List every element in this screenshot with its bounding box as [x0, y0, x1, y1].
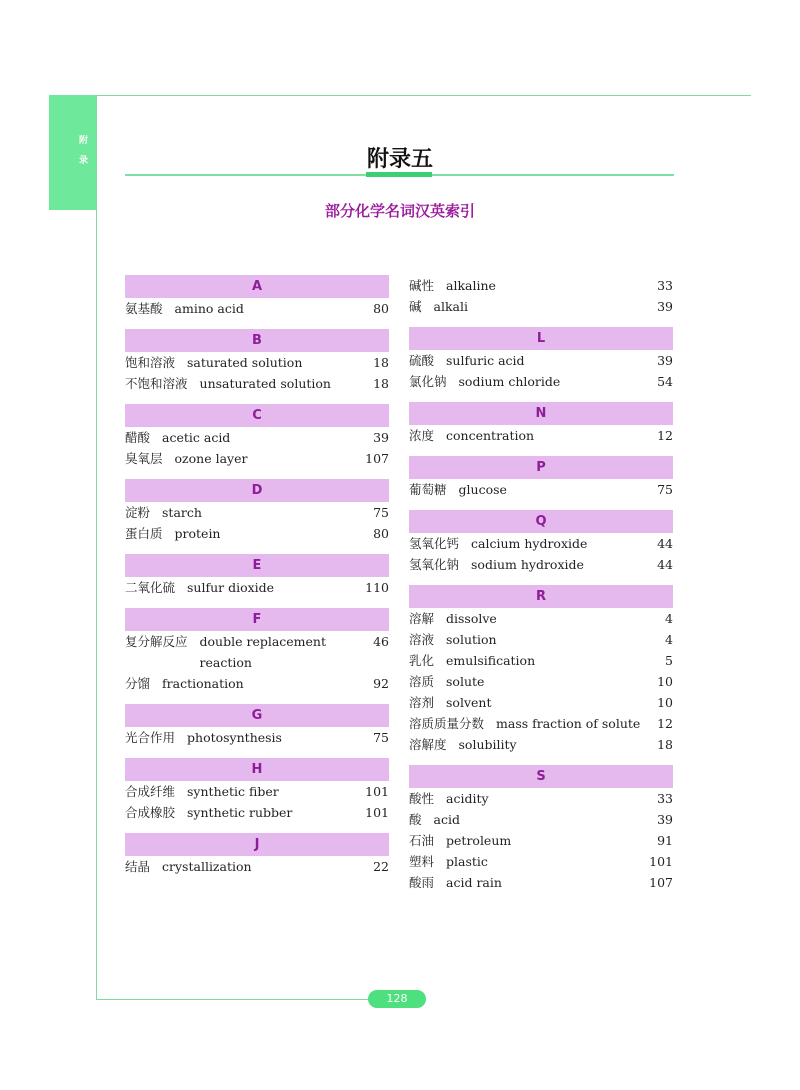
chinese-term: 氯化钠 — [409, 374, 447, 389]
chinese-term: 臭氧层 — [125, 451, 163, 466]
chinese-term: 二氧化硫 — [125, 580, 176, 595]
english-term: alkali — [433, 299, 468, 314]
page-ref: 12 — [657, 716, 673, 731]
index-column-left — [125, 275, 389, 887]
index-entry — [409, 809, 673, 830]
title-accent-bar — [366, 172, 432, 177]
side-tab-char-2: 录 — [79, 156, 89, 166]
page-ref: 107 — [365, 451, 389, 466]
section-letter-header: R — [409, 585, 673, 608]
section-letter-header: Q — [409, 510, 673, 533]
page-ref: 4 — [665, 632, 673, 647]
chinese-term: 溶质 — [409, 674, 435, 689]
index-entry — [409, 734, 673, 755]
page-ref: 75 — [373, 730, 389, 745]
index-entry — [125, 373, 389, 394]
page-ref: 33 — [657, 278, 673, 293]
chinese-term: 合成纤维 — [125, 784, 176, 799]
index-entry — [409, 872, 673, 893]
index-section — [125, 554, 389, 598]
chinese-term: 氢氧化钠 — [409, 557, 460, 572]
english-term: fractionation — [162, 676, 244, 691]
index-entry — [125, 673, 389, 694]
english-term: solvent — [446, 695, 492, 710]
index-entry — [125, 523, 389, 544]
index-section — [125, 479, 389, 544]
section-letter-header: L — [409, 327, 673, 350]
index-entry — [409, 692, 673, 713]
chinese-term: 浓度 — [409, 428, 435, 443]
chinese-term: 饱和溶液 — [125, 355, 176, 370]
english-term: mass fraction of solute — [496, 716, 641, 731]
chinese-term: 石油 — [409, 833, 435, 848]
index-entry — [409, 296, 673, 317]
chinese-term: 光合作用 — [125, 730, 176, 745]
index-entry — [409, 533, 673, 554]
index-entry — [125, 448, 389, 469]
english-term: unsaturated solution — [199, 376, 331, 391]
english-term: calcium hydroxide — [471, 536, 588, 551]
english-term: solute — [446, 674, 485, 689]
index-entry — [409, 830, 673, 851]
section-letter-header: H — [125, 758, 389, 781]
page-ref: 5 — [665, 653, 673, 668]
index-section — [125, 833, 389, 877]
english-term: acidity — [446, 791, 489, 806]
chinese-term: 酸性 — [409, 791, 435, 806]
english-term: saturated solution — [187, 355, 303, 370]
page-ref: 80 — [373, 526, 389, 541]
index-entry — [409, 671, 673, 692]
page-ref: 22 — [373, 859, 389, 874]
chinese-term: 结晶 — [125, 859, 151, 874]
page-ref: 75 — [373, 505, 389, 520]
index-section — [409, 585, 673, 755]
english-term: glucose — [458, 482, 507, 497]
index-entry — [409, 350, 673, 371]
english-term: solubility — [458, 737, 517, 752]
page-title: 附录五 — [366, 147, 433, 172]
side-tab-char-1: 附 — [79, 136, 89, 146]
page-ref: 39 — [657, 812, 673, 827]
section-letter-header: A — [125, 275, 389, 298]
index-section — [125, 275, 389, 319]
chinese-term: 氢氧化钙 — [409, 536, 460, 551]
chinese-term: 乳化 — [409, 653, 435, 668]
index-entry — [125, 781, 389, 802]
section-letter-header: N — [409, 402, 673, 425]
page-subtitle: 部分化学名词汉英索引 — [324, 202, 475, 220]
english-term: photosynthesis — [187, 730, 282, 745]
index-section — [409, 275, 673, 317]
page-ref: 75 — [657, 482, 673, 497]
section-letter-header: S — [409, 765, 673, 788]
page-ref: 107 — [649, 875, 673, 890]
index-entry — [125, 631, 389, 673]
chinese-term: 塑料 — [409, 854, 435, 869]
index-entry — [125, 802, 389, 823]
index-entry — [409, 713, 673, 734]
page-ref: 92 — [373, 676, 389, 691]
chinese-term: 酸 — [409, 812, 422, 827]
index-entry — [409, 851, 673, 872]
english-term: sulfur dioxide — [187, 580, 275, 595]
index-section — [125, 704, 389, 748]
english-term: emulsification — [446, 653, 536, 668]
page-ref: 10 — [657, 695, 673, 710]
index-entry — [125, 502, 389, 523]
index-entry — [409, 629, 673, 650]
english-term: concentration — [446, 428, 535, 443]
english-term: crystallization — [162, 859, 252, 874]
index-entry — [125, 577, 389, 598]
english-term: dissolve — [446, 611, 497, 626]
index-section — [125, 608, 389, 694]
chinese-term: 蛋白质 — [125, 526, 163, 541]
english-term: plastic — [446, 854, 488, 869]
english-term: sodium chloride — [458, 374, 561, 389]
chinese-term: 溶质质量分数 — [409, 716, 485, 731]
page-ref: 54 — [657, 374, 673, 389]
section-letter-header: J — [125, 833, 389, 856]
page-ref: 101 — [649, 854, 673, 869]
chinese-term: 合成橡胶 — [125, 805, 176, 820]
index-entry — [409, 479, 673, 500]
chinese-term: 酸雨 — [409, 875, 435, 890]
chinese-term: 葡萄糖 — [409, 482, 447, 497]
english-term: protein — [174, 526, 221, 541]
chinese-term: 溶液 — [409, 632, 435, 647]
page-ref: 39 — [657, 299, 673, 314]
page-number-badge: 128 — [368, 990, 426, 1008]
english-term: acid — [433, 812, 460, 827]
page-ref: 101 — [365, 784, 389, 799]
index-entry — [125, 427, 389, 448]
index-entry — [125, 352, 389, 373]
chinese-term: 硫酸 — [409, 353, 435, 368]
chinese-term: 碱性 — [409, 278, 435, 293]
english-term: synthetic fiber — [187, 784, 279, 799]
page-ref: 18 — [657, 737, 673, 752]
english-term: double replacement reaction — [199, 634, 327, 670]
english-term: alkaline — [446, 278, 496, 293]
page-ref: 18 — [373, 376, 389, 391]
index-section — [409, 327, 673, 392]
english-term: starch — [162, 505, 202, 520]
chinese-term: 溶剂 — [409, 695, 435, 710]
index-entry — [125, 856, 389, 877]
index-entry — [409, 425, 673, 446]
index-section — [409, 456, 673, 500]
english-term: solution — [446, 632, 497, 647]
index-entry — [125, 727, 389, 748]
page-ref: 12 — [657, 428, 673, 443]
section-letter-header: F — [125, 608, 389, 631]
english-term: sodium hydroxide — [471, 557, 584, 572]
chinese-term: 溶解度 — [409, 737, 447, 752]
chinese-term: 溶解 — [409, 611, 435, 626]
index-section — [125, 329, 389, 394]
chinese-term: 醋酸 — [125, 430, 151, 445]
page-ref: 10 — [657, 674, 673, 689]
page-ref: 101 — [365, 805, 389, 820]
page-ref: 18 — [373, 355, 389, 370]
index-entry — [409, 554, 673, 575]
index-entry — [409, 650, 673, 671]
section-letter-header: G — [125, 704, 389, 727]
index-section — [409, 510, 673, 575]
english-term: sulfuric acid — [446, 353, 525, 368]
english-term: synthetic rubber — [187, 805, 293, 820]
page-ref: 4 — [665, 611, 673, 626]
index-section — [125, 404, 389, 469]
frame-top-line — [96, 95, 751, 96]
page-ref: 39 — [373, 430, 389, 445]
section-letter-header: B — [125, 329, 389, 352]
chinese-term: 氨基酸 — [125, 301, 163, 316]
page-ref: 80 — [373, 301, 389, 316]
index-section — [125, 758, 389, 823]
page-ref: 39 — [657, 353, 673, 368]
page-ref: 91 — [657, 833, 673, 848]
section-letter-header: E — [125, 554, 389, 577]
index-entry — [409, 608, 673, 629]
index-entry — [409, 371, 673, 392]
chinese-term: 淀粉 — [125, 505, 151, 520]
index-entry — [409, 275, 673, 296]
index-section — [409, 402, 673, 446]
english-term: amino acid — [174, 301, 244, 316]
page-ref: 33 — [657, 791, 673, 806]
chinese-term: 分馏 — [125, 676, 151, 691]
page-ref: 44 — [657, 557, 673, 572]
page-ref: 46 — [373, 634, 389, 649]
english-term: ozone layer — [174, 451, 248, 466]
page-ref: 44 — [657, 536, 673, 551]
chinese-term: 碱 — [409, 299, 422, 314]
section-letter-header: C — [125, 404, 389, 427]
page-ref: 110 — [365, 580, 389, 595]
index-column-right — [409, 275, 673, 903]
index-entry — [409, 788, 673, 809]
chinese-term: 复分解反应 — [125, 634, 188, 649]
index-entry — [125, 298, 389, 319]
english-term: acid rain — [446, 875, 502, 890]
index-section — [409, 765, 673, 893]
frame-left-line — [96, 95, 97, 1000]
english-term: petroleum — [446, 833, 512, 848]
section-letter-header: P — [409, 456, 673, 479]
english-term: acetic acid — [162, 430, 231, 445]
chinese-term: 不饱和溶液 — [125, 376, 188, 391]
section-letter-header: D — [125, 479, 389, 502]
